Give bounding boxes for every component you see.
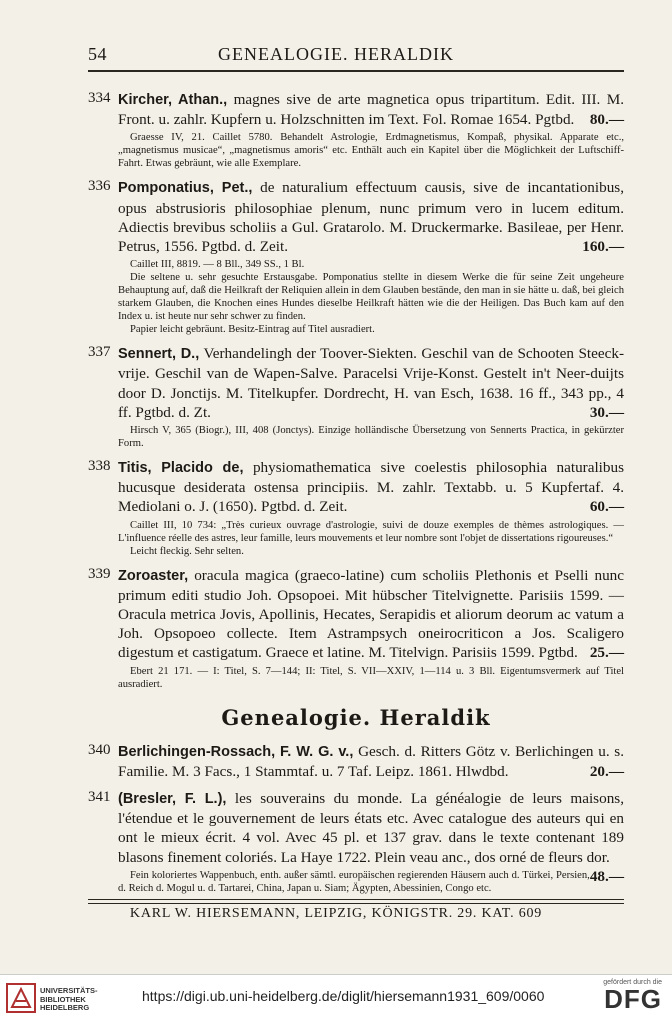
entry-note-paragraph: Papier leicht gebräunt. Besitz-Eintrag auf Titel ausradiert.: [130, 324, 375, 336]
publisher-footer: KARL W. HIERSEMANN, LEIPZIG, KÖNIGSTR. 29. KAT. 609: [129, 906, 543, 921]
entry-title: Gesch. d. Ritters Götz v. Berlichingen u. s. Familie. M. 3 Facs., 1 Stammtaf. u. 7 Taf. Leipz. 1861. Hlwdbd.: [118, 742, 625, 780]
catalog-entry: [88, 566, 624, 691]
entry-number: 341: [88, 789, 111, 806]
dfg-logo[interactable]: [603, 979, 662, 1012]
entry-note-paragraph: Hirsch V, 365 (Biogr.), III, 408 (Jonctys). Einzige holländische Übersetzung von Sennerts Practica, in gekürzter Form.: [118, 425, 624, 450]
entry-note-paragraph: Ebert 21 171. — I: Titel, S. 7—144; II: Titel, S. VII—XXIV, 1—114 u. 3 Bll. Eigentumsvermerk auf Titel ausradiert.: [118, 665, 624, 690]
entry-author: Kircher, Athan.,: [118, 92, 228, 108]
uni-line-1: UNIVERSITÄTS-: [40, 986, 98, 995]
entry-description: [118, 178, 624, 256]
entry-title: les souverains du monde. La généalogie de leurs maisons, l'étendue et le gouvernement de leurs états etc. Avec catalogue des auteurs qui en ont le mieux écrit. 4 vol. Avec 45 pl. et 137 grav. dans le texte contenant 189 blasons finement coloriés. La Haye 1722. Plein veau anc., dos orné de fleurs dor.: [118, 790, 624, 866]
entry-author: Berlichingen-Rossach, F. W. G. v.,: [118, 743, 354, 760]
entry-price: 160.—: [582, 238, 624, 256]
catalog-entry: [88, 789, 624, 895]
heidelberg-seal-icon: [6, 983, 36, 1013]
entry-list-genealogy: [88, 742, 624, 895]
entry-price: 60.—: [589, 498, 624, 516]
viewer-bar: [0, 974, 672, 1022]
entry-note-paragraph: Graesse IV, 21. Caillet 5780. Behandelt Astrologie, Erdmagnetismus, Kompaß, physikal. Apparate etc., „magnetismus musicae“, „magnetismus amoris“ etc. Enthält auch ein Kapitel über die Möglichkeit der Luftschiff-Fahrt. Etwas gebräunt, wie alle Exemplare.: [118, 132, 624, 170]
header-rule: [88, 70, 624, 72]
entry-number: 337: [88, 344, 111, 361]
entry-title: de naturalium effectuum causis, sive de incantationibus, opus abstrusioris philosophiae plenum, nunc primum vero in lucem editum. Adiectis brevibus scholiis a Gul. Gratarolo. M. Druckermarke. Basileae, per Henr. Petrus, 1556. Pgtbd. d. Zeit.: [118, 179, 625, 256]
entry-note-paragraph: Fein koloriertes Wappenbuch, enth. außer sämtl. europäischen regierenden Häusern auch d. Türkei, Persien, d. Reich d. Mogul u. d. Tartarei, China, Japan u. Siam; Ägypten, Abessinien, Congo etc.: [118, 869, 590, 894]
running-header: [0, 42, 672, 66]
catalog-entry: [88, 90, 624, 170]
entry-number: 338: [88, 458, 111, 475]
entry-number: 340: [88, 741, 111, 758]
uni-line-2: BIBLIOTHEK: [40, 994, 86, 1004]
entry-price: 25.—: [589, 644, 624, 662]
entry-author: Titis, Placido de,: [118, 460, 244, 477]
university-name: [40, 987, 98, 1013]
entry-title: magnes sive de arte magnetica opus tripartitum. Edit. III. M. Front. u. zahlr. Kupfern u. Holzschnitten im Text. Fol. Romae 1654. Pgtbd.: [118, 91, 625, 129]
entry-price: 48.—: [589, 867, 624, 885]
entry-note-paragraph: Caillet III, 10 734: „Très curieux ouvrage d'astrologie, suivi de douze exemples de thèmes astrologiques. — L'influence réelle des astres, leur famille, leurs mouvements et leur nombre sont l'objet de dissertations rigoureuses.“: [118, 519, 624, 544]
entry-price: 80.—: [589, 111, 624, 129]
footer-rule-second: [88, 903, 624, 904]
entry-notes: [118, 131, 624, 170]
entry-title: physiomathematica sive coelestis philosophia naturalibus hucusque desiderata ostensa principiis. M. zahlr. Textabb. u. 5 Kupfertaf. 4. Mediolani o. J. (1650). Pgtbd. d. Zeit.: [118, 459, 624, 516]
entry-author: Pomponatius, Pet.,: [118, 180, 253, 197]
entry-author: Zoroaster,: [118, 567, 189, 584]
entry-note-paragraph: Leicht fleckig. Sehr selten.: [130, 545, 244, 557]
running-title: GENEALOGIE. HERALDIK: [218, 44, 454, 64]
catalog-body: [88, 90, 624, 903]
catalog-entry: [88, 458, 624, 558]
entry-number: 334: [88, 90, 111, 106]
entry-title: oracula magica (graeco-latine) cum scholiis Plethonis et Pselli nunc primum editi studio Joh. Opsopoei. Mit hübscher Titelvignette. Parisiis 1599. — Oracula metrica Jovis, Apollinis, Hecates, Serapidis et aliorum deorum ac vatum a Joh. Opsopoeo collecte. Item Astrampsych oneirocriticon a Jos. Scaligero digestum et castigatum. Graece et latine. M. Titelvign. Parisiis 1599. Pgtbd.: [118, 566, 625, 662]
university-logo[interactable]: [6, 983, 116, 1015]
catalog-entry: [88, 178, 624, 336]
dfg-wordmark: DFG: [604, 984, 662, 1014]
entry-description: [118, 344, 624, 422]
entry-description: [118, 90, 624, 129]
dfg-label: gefördert durch die: [603, 979, 662, 986]
catalog-entry: [88, 344, 624, 450]
entry-title: Verhandelingh der Toover-Siekten. Geschil van de Schooten Steeck-vrije. Geschil van de Wapen-Salve. Paracelsi Vrije-Konst. Gestelt in't Neer-duijts door D. Jonctijs. M. Titelkupfer. Dordrecht, H. van Esch, 1638. 16 ff., 343 pp., 4 ff. Pgtbd. d. Zt.: [118, 345, 625, 421]
entry-description: [118, 458, 624, 517]
entry-author: (Bresler, F. L.),: [118, 791, 227, 808]
entry-description: [118, 566, 624, 663]
entry-price: 30.—: [589, 403, 624, 421]
entry-notes: [118, 519, 624, 558]
entry-note-paragraph: Caillet III, 8819. — 8 Bll., 349 SS., 1 Bl.: [130, 259, 305, 271]
entry-notes: [118, 869, 624, 895]
entry-description: [118, 742, 624, 781]
entry-notes: [118, 258, 624, 336]
entry-author: Sennert, D.,: [118, 346, 200, 363]
permalink-url[interactable]: https://digi.ub.uni-heidelberg.de/diglit/hiersemann1931_609/0060: [142, 988, 545, 1004]
entry-number: 336: [88, 178, 111, 195]
footer-rule: [88, 899, 624, 900]
uni-line-3: HEIDELBERG: [40, 1003, 90, 1013]
catalog-entry: [88, 742, 624, 781]
page-number: 54: [88, 44, 107, 64]
entry-number: 339: [88, 565, 111, 582]
entry-list-occult: [88, 90, 624, 691]
entry-note-paragraph: Die seltene u. sehr gesuchte Erstausgabe. Pomponatius stellte in diesem Werke die für seine Zeit ungeheure Behauptung auf, daß die Heilkraft der Reliquien allein in dem Glauben bestände, den man in sie hätte u. daß, bei gleich starkem Glauben, die Knochen eines Hundes dieselbe Heilkraft hätten wie die der Heiligen. Das Buch kam auf den Index u. ist heute nur sehr schwer zu finden.: [118, 272, 624, 323]
entry-price: 20.—: [589, 762, 624, 780]
entry-notes: [118, 665, 624, 691]
section-title: Genealogie. Heraldik: [221, 704, 491, 730]
entry-notes: [118, 424, 624, 450]
